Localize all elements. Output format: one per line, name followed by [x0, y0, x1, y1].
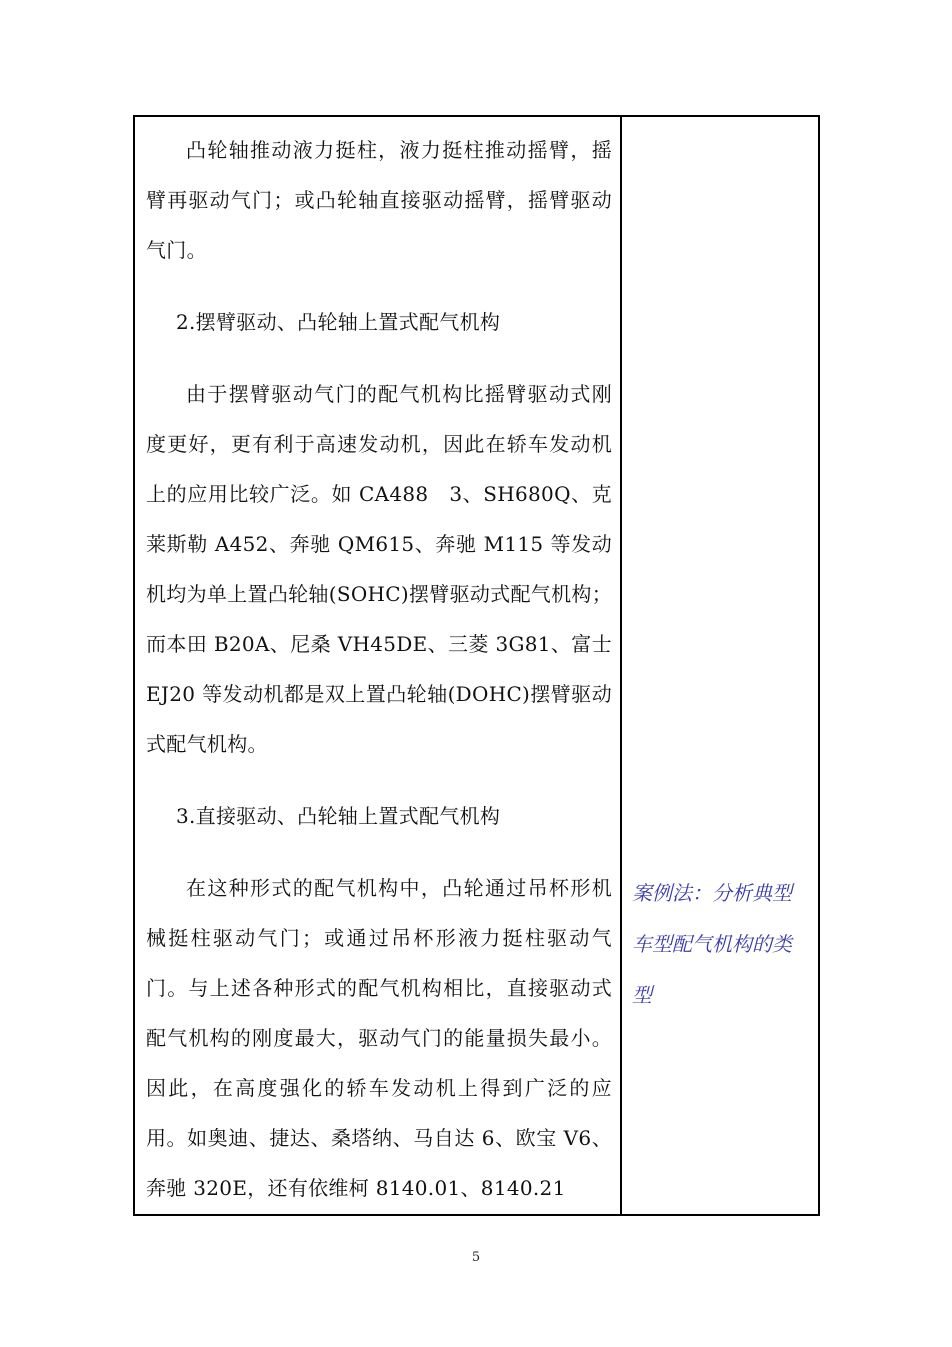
page-number: 5 [471, 1250, 481, 1265]
paragraph-rocker-arm-drive: 凸轮轴推动液力挺柱，液力挺柱推动摇臂，摇臂再驱动气门；或凸轮轴直接驱动摇臂，摇臂驱动气门。 [146, 138, 612, 262]
paragraph-swing-arm-drive: 由于摆臂驱动气门的配气机构比摇臂驱动式刚度更好，更有利于高速发动机，因此在轿车发动机上的应用比较广泛。如 CA488 3、SH680Q、克莱斯勒 A452、奔驰 QM615、奔驰 M115 等发动机均为单上置凸轮轴(SOHC)摆臂驱动式配气机构；而本田 B20A、尼桑 VH45DE、三菱 3G81、富士 EJ20 等发动机都是双上置凸轮轴(DOHC)摆臂驱动式配气机构。 [146, 382, 612, 756]
paragraph-direct-drive: 在这种形式的配气机构中，凸轮通过吊杯形机械挺柱驱动气门；或通过吊杯形液力挺柱驱动气门。与上述各种形式的配气机构相比，直接驱动式配气机构的刚度最大，驱动气门的能量损失最小。因此，在高度强化的轿车发动机上得到广泛的应用。如奥迪、捷达、桑塔纳、马自达 6、欧宝 V6、奔驰 320E，还有依维柯 8140.01、8140.21 [146, 876, 612, 1200]
section-heading-3: 3.直接驱动、凸轮轴上置式配气机构 [176, 804, 501, 828]
content-column [135, 117, 622, 1214]
section-heading-2: 2.摆臂驱动、凸轮轴上置式配气机构 [176, 310, 501, 334]
lesson-table [133, 115, 820, 1216]
notes-column [622, 117, 818, 1214]
teaching-method-note: 案例法：分析典型车型配气机构的类型 [632, 881, 792, 1007]
